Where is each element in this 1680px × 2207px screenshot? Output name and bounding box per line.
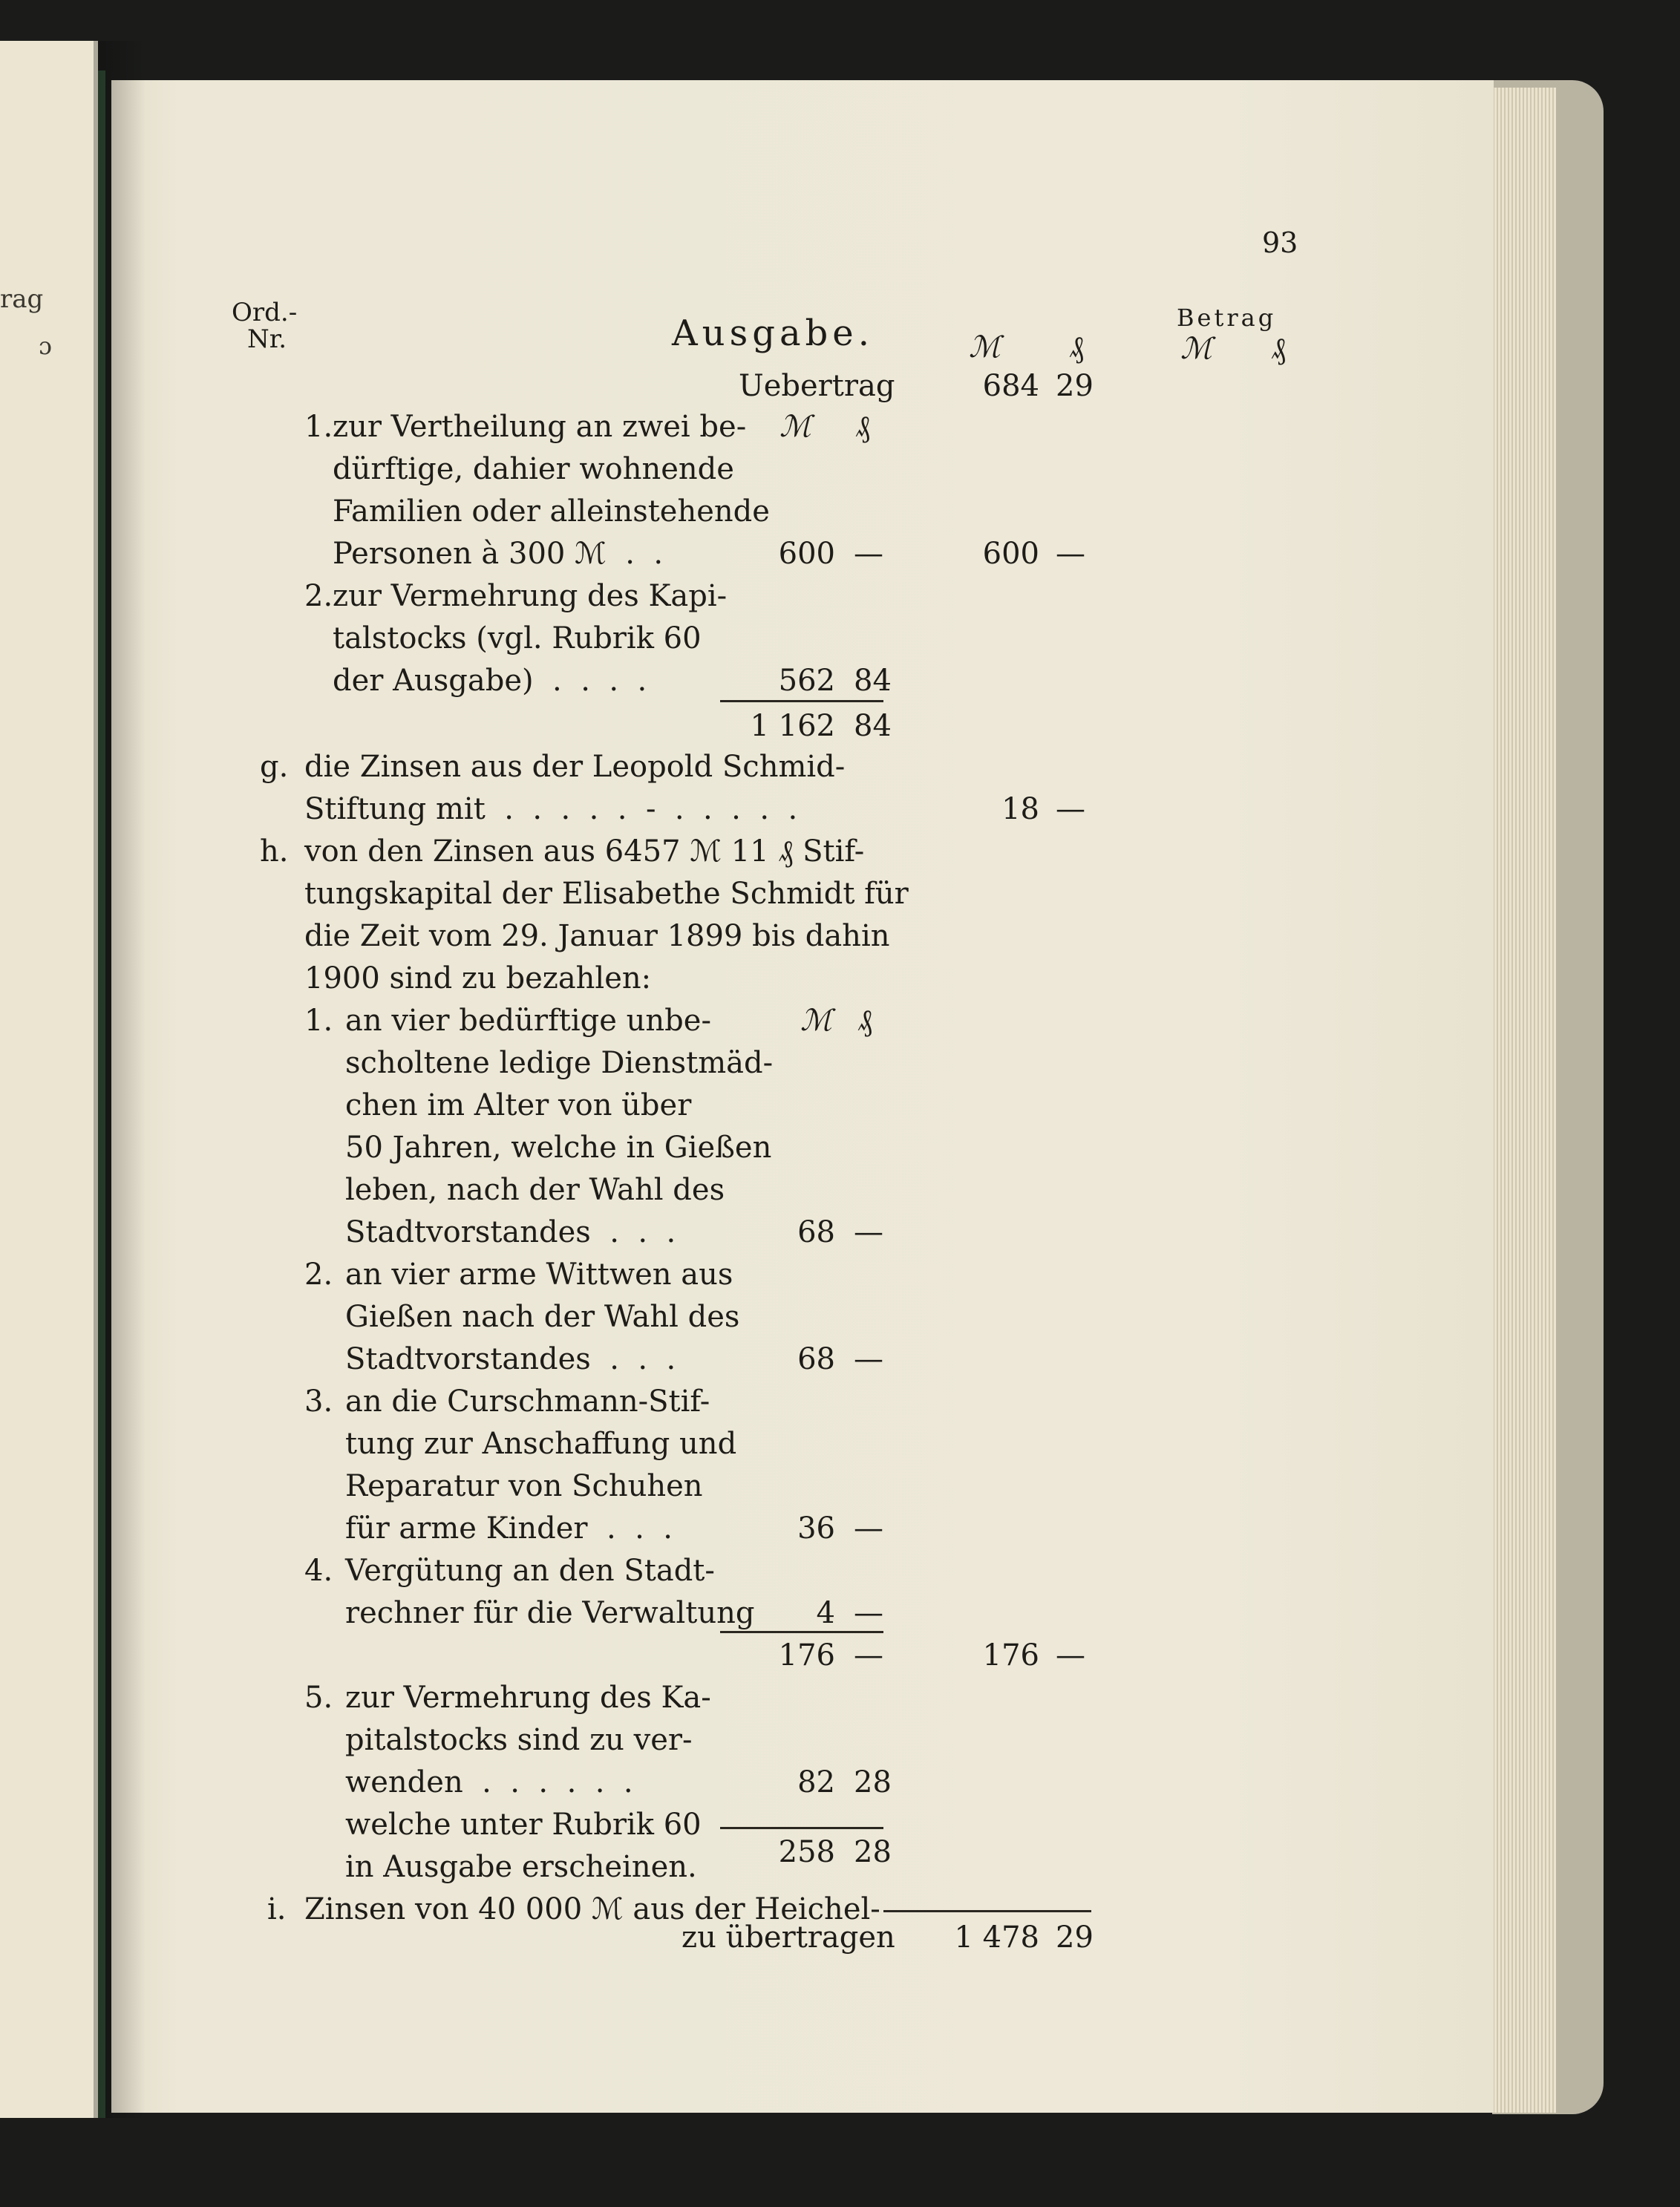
ord-label: Ord.- <box>232 298 298 327</box>
amount-mark: 562 <box>778 664 835 698</box>
uebertrag-pf: 29 <box>1056 369 1094 403</box>
item-text-line: an die Curschmann-Stif- <box>345 1384 710 1419</box>
item-text-line: die Zeit vom 29. Januar 1899 bis dahin <box>304 919 890 953</box>
item-text-line: Vergütung an den Stadt- <box>345 1554 715 1588</box>
subtotal-pf: — <box>854 1638 883 1673</box>
item-text-line: an vier bedürftige unbe- <box>345 1004 711 1038</box>
item-text-line: Stadtvorstandes . . . <box>345 1215 676 1249</box>
item-text-line: pitalstocks sind zu ver- <box>345 1723 693 1757</box>
mark-column-symbol: ℳ <box>969 330 1001 364</box>
total-mark: 600 <box>982 537 1039 571</box>
sub-pf-symbol: ₰ <box>857 1004 872 1038</box>
item-text-line: Stadtvorstandes . . . <box>345 1342 676 1376</box>
sum-rule <box>720 1631 883 1633</box>
item-number: 2. <box>304 579 333 613</box>
subtotal-pf: 84 <box>854 709 892 743</box>
amount-mark: 4 <box>816 1596 835 1630</box>
left-page-fragment-symbol: ɔ <box>39 332 52 360</box>
carry-over-mark: 1 478 <box>954 1920 1039 1955</box>
betrag-mark-symbol: ℳ <box>1180 332 1212 366</box>
amount-mark: 68 <box>797 1342 835 1376</box>
item-text-line: an vier arme Wittwen aus <box>345 1258 733 1292</box>
item-text-line: zur Vermehrung des Ka- <box>345 1681 711 1715</box>
item-text-line: tungskapital der Elisabethe Schmidt für <box>304 877 909 911</box>
subtotal-mark: 1 162 <box>750 709 835 743</box>
item-text-line: leben, nach der Wahl des <box>345 1173 725 1207</box>
carry-over-label: zu übertragen <box>682 1920 895 1955</box>
sub-mark-symbol: ℳ <box>779 410 811 444</box>
item-text-line: Reparatur von Schuhen <box>345 1469 703 1503</box>
section-title: Ausgabe. <box>672 313 874 354</box>
item-text-line: talstocks (vgl. Rubrik 60 <box>333 621 702 655</box>
betrag-label: Betrag <box>1177 304 1277 332</box>
sum-rule <box>883 1910 1091 1912</box>
pf-column-symbol: ₰ <box>1069 330 1084 364</box>
item-number: 2. <box>304 1258 333 1292</box>
item-text-line: für arme Kinder . . . <box>345 1511 673 1546</box>
item-text-line: Gießen nach der Wahl des <box>345 1300 740 1334</box>
left-page-fragment-text: rag <box>0 284 44 314</box>
item-text-line: 1900 sind zu bezahlen: <box>304 961 652 995</box>
subtotal-mark: 258 <box>778 1835 835 1869</box>
item-letter: h. <box>260 834 289 869</box>
amount-pf: — <box>854 1215 883 1249</box>
amount-mark: 68 <box>797 1215 835 1249</box>
item-letter: i. <box>267 1892 287 1926</box>
amount-mark: 36 <box>797 1511 835 1546</box>
amount-mark: 600 <box>778 537 835 571</box>
item-text-line: in Ausgabe erscheinen. <box>345 1850 697 1884</box>
betrag-pf-symbol: ₰ <box>1271 332 1286 366</box>
sub-pf-symbol: ₰ <box>855 410 870 444</box>
item-text-line: Personen à 300 ℳ . . <box>333 537 664 571</box>
total-mark: 18 <box>1001 792 1039 826</box>
amount-pf: — <box>854 1596 883 1630</box>
left-page-strip <box>0 41 98 2118</box>
item-number: 4. <box>304 1554 333 1588</box>
total-pf: — <box>1056 1638 1085 1673</box>
amount-pf: — <box>854 1342 883 1376</box>
item-text-line: Familien oder alleinstehende <box>333 494 770 529</box>
page-edges <box>1491 88 1556 2113</box>
item-text-line: tung zur Anschaffung und <box>345 1427 737 1461</box>
item-text-line: scholtene ledige Dienstmäd- <box>345 1046 774 1080</box>
carry-over-pf: 29 <box>1056 1920 1094 1955</box>
item-text-line: zur Vertheilung an zwei be- <box>333 410 747 444</box>
amount-pf: 84 <box>854 664 892 698</box>
amount-mark: 82 <box>797 1765 835 1799</box>
item-text-line: dürftige, dahier wohnende <box>333 452 734 486</box>
item-text-line: 50 Jahren, welche in Gießen <box>345 1131 772 1165</box>
item-text-line: der Ausgabe) . . . . <box>333 664 647 698</box>
nr-label: Nr. <box>247 324 287 354</box>
total-mark: 176 <box>982 1638 1039 1673</box>
item-number: 1. <box>304 1004 333 1038</box>
item-text-line: die Zinsen aus der Leopold Schmid- <box>304 750 846 784</box>
item-text-line: zur Vermehrung des Kapi- <box>333 579 728 613</box>
item-text-line: welche unter Rubrik 60 <box>345 1808 702 1842</box>
item-text-line: Zinsen von 40 000 ℳ aus der Heichel- <box>304 1892 880 1926</box>
item-number: 1. <box>304 410 333 444</box>
subtotal-mark: 176 <box>778 1638 835 1673</box>
sub-mark-symbol: ℳ <box>800 1004 832 1038</box>
item-number: 3. <box>304 1384 333 1419</box>
item-text-line: chen im Alter von über <box>345 1088 692 1122</box>
amount-pf: — <box>854 1511 883 1546</box>
item-text-line: rechner für die Verwaltung <box>345 1596 755 1630</box>
total-pf: — <box>1056 792 1085 826</box>
gutter-shadow <box>94 41 146 2118</box>
item-letter: g. <box>260 750 289 784</box>
amount-pf: 28 <box>854 1765 892 1799</box>
total-pf: — <box>1056 537 1085 571</box>
item-number: 5. <box>304 1681 333 1715</box>
item-text-line: Stiftung mit . . . . . - . . . . . <box>304 792 798 826</box>
page-number: 93 <box>1262 226 1298 259</box>
subtotal-pf: 28 <box>854 1835 892 1869</box>
item-text-line: wenden . . . . . . <box>345 1765 633 1799</box>
sum-rule <box>720 1827 883 1829</box>
sum-rule <box>720 700 883 702</box>
uebertrag-mark: 684 <box>982 369 1039 403</box>
uebertrag-label: Uebertrag <box>739 369 895 403</box>
amount-pf: — <box>854 537 883 571</box>
item-text-line: von den Zinsen aus 6457 ℳ 11 ₰ Stif- <box>304 834 865 869</box>
